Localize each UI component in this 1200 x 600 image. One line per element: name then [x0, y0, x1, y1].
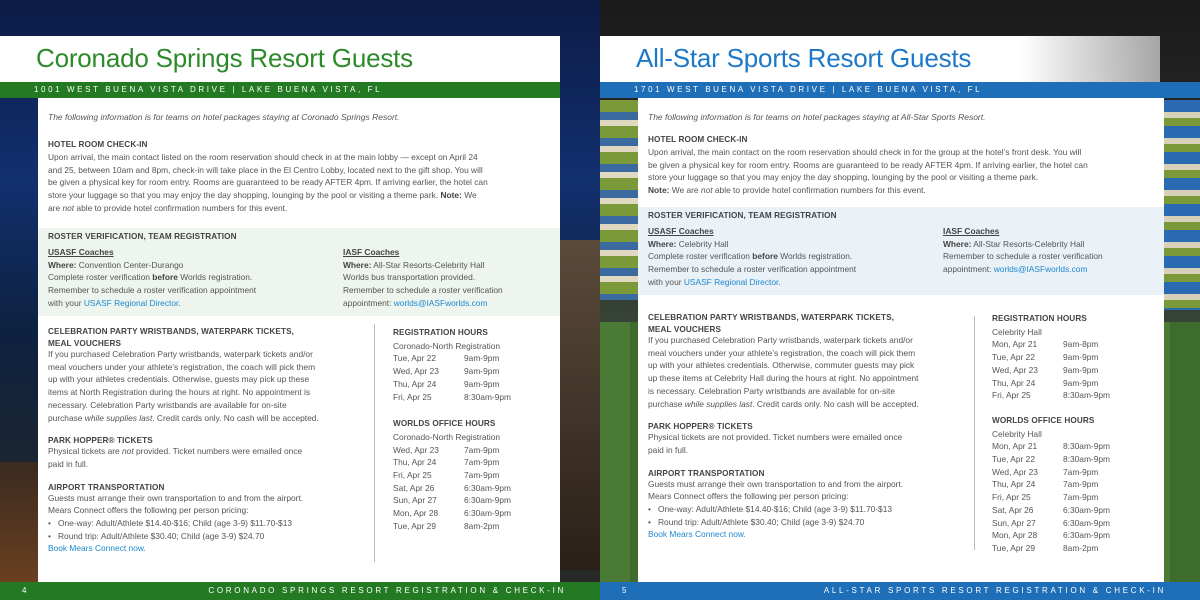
hours-time: 7am-9pm: [1063, 492, 1099, 503]
hours-row: [393, 469, 553, 482]
hours-row: [992, 517, 1157, 530]
checkin-section: [648, 135, 1158, 197]
text-line: is necessary. Celebration Party wristbands are available for on-site: [648, 385, 896, 396]
park-body: [48, 445, 368, 470]
where-label: Where:: [648, 238, 677, 249]
section-heading: AIRPORT TRANSPORTATION: [648, 468, 765, 478]
hours-day: Fri, Apr 25: [992, 390, 1031, 401]
hours-day: Fri, Apr 25: [992, 492, 1031, 503]
section-heading: MEAL VOUCHERS: [48, 339, 122, 348]
hours-row: [393, 444, 553, 457]
text-line: up with your athletes credentials. Otherwise, commuter guests may pick: [648, 360, 915, 371]
text-line: up these items at Celebrity Hall during the hours at right. No appointment: [648, 373, 919, 384]
section-heading: WORLDS OFFICE HOURS: [393, 419, 496, 429]
text-line: Remember to schedule a roster verification appointment: [48, 285, 257, 296]
hours-time: 9am-9pm: [1063, 364, 1099, 375]
where-label: Where:: [943, 238, 972, 249]
section-heading: PARK HOPPER® TICKETS: [48, 436, 153, 446]
page-footer: [600, 582, 1200, 600]
text-line: [648, 250, 938, 263]
text-line: Worlds bus transportation provided.: [343, 272, 476, 283]
registration-hours: [992, 313, 1157, 555]
hours-time: 8:30am-9pm: [1063, 454, 1111, 465]
text-span: Complete roster verification: [648, 251, 753, 262]
hours-time: 9am-9pm: [464, 378, 500, 389]
text-line: store your luggage so that you may enjoy the day shopping, lounging by the pool or visiting a theme park.: [648, 172, 1039, 183]
text-line: Remember to schedule a roster verification: [943, 251, 1103, 262]
hours-day: Tue, Apr 22: [992, 454, 1035, 465]
hours-time: 6:30am-9pm: [464, 482, 512, 493]
text-span: .: [778, 276, 781, 287]
lagoon-photo: [0, 462, 40, 582]
text-span: with your: [48, 297, 84, 308]
text-span: Physical tickets are: [48, 446, 123, 457]
text-span: .: [178, 297, 181, 308]
text-line: Mears Connect offers the following per person pricing:: [48, 505, 249, 516]
text-line: [648, 276, 938, 289]
hours-day: Wed, Apr 23: [992, 364, 1038, 375]
where-value: All-Star Resorts-Celebrity Hall: [371, 259, 485, 270]
text-line: and 25, between 10am and 8pm, check-in will take place in the El Centro Lobby, located next to the gift shop. You will: [48, 164, 483, 175]
roster-section: [48, 232, 553, 308]
hours-row: [393, 378, 553, 391]
hours-row: [992, 529, 1157, 542]
text-line: Physical tickets are not provided. Ticket numbers were emailed once: [648, 432, 903, 443]
iasf-email-link[interactable]: worlds@IASFworlds.com: [393, 297, 488, 308]
hours-row: [992, 377, 1157, 390]
hours-row: [992, 351, 1157, 364]
registration-hours: [393, 327, 553, 533]
hours-day: Mon, Apr 28: [992, 530, 1038, 541]
regional-director-link[interactable]: USASF Regional Director: [683, 276, 779, 287]
text-line: [48, 189, 553, 202]
hours-time: 6:30am-9pm: [1063, 530, 1111, 541]
emphasis: not: [62, 202, 75, 213]
text-line: Remember to schedule a roster verification: [343, 285, 503, 296]
text-line: meal vouchers under your athlete’s registration, the coach will pick them: [48, 361, 316, 372]
hours-row: [992, 504, 1157, 517]
text-line: [48, 445, 368, 458]
iasf-block: [943, 225, 1158, 276]
address-bar: 1001 WEST BUENA VISTA DRIVE | LAKE BUENA VISTA, FL: [0, 82, 560, 98]
text-line: Guests must arrange their own transportation to and from the airport.: [48, 492, 304, 503]
text-line: be given a physical key for room entry. Rooms are guaranteed to be ready AFTER 4pm. If arriving earlier, the hotel can: [48, 177, 488, 188]
hours-row: [992, 440, 1157, 453]
text-line: items at North Registration during the hours at right. No appointment is: [48, 387, 311, 398]
usasf-title: USASF Coaches: [648, 226, 714, 236]
text-span: purchase: [48, 412, 85, 423]
page-footer: [0, 582, 600, 600]
celebration-section: [48, 327, 368, 555]
hours-time: 6:30am-9pm: [1063, 504, 1111, 515]
note-label: Note:: [648, 185, 670, 196]
footer-text: ALL-STAR SPORTS RESORT REGISTRATION & CHECK-IN: [823, 586, 1166, 595]
section-heading: CELEBRATION PARTY WRISTBANDS, WATERPARK TICKETS,: [648, 313, 895, 322]
hours-row: [992, 453, 1157, 466]
text-line: [943, 263, 1158, 276]
text-span: Worlds registration.: [777, 251, 853, 262]
column-divider: [974, 316, 975, 550]
bullet-text: One-way: Adult/Athlete $14.40-$16; Child (age 3-9) $11.70-$13: [58, 518, 293, 529]
section-heading: CELEBRATION PARTY WRISTBANDS, WATERPARK TICKETS,: [48, 327, 295, 336]
page-number: 5: [622, 586, 627, 595]
text-span: store your luggage so that you may enjoy the day shopping, lounging by the pool or visiting a theme park.: [48, 190, 441, 201]
usasf-block: [648, 225, 938, 289]
text-span: able to provide hotel confirmation numbers for this event.: [712, 185, 926, 196]
intro-text: The following information is for teams on hotel packages staying at All-Star Sports Resort.: [648, 112, 986, 122]
footer-text: CORONADO SPRINGS RESORT REGISTRATION & CHECK-IN: [208, 586, 566, 595]
list-item: • One-way: Adult/Athlete $14.40-$16; Child (age 3-9) $11.70-$13: [48, 518, 293, 529]
text-line: up with your athletes credentials. Otherwise, guests may pick up these: [48, 374, 310, 385]
hours-row: [992, 364, 1157, 377]
text-line: Mears Connect offers the following per person pricing:: [648, 491, 849, 502]
hours-location: Celebrity Hall: [992, 428, 1042, 439]
book-mears-link[interactable]: Book Mears Connect now.: [648, 529, 746, 540]
text-span: with your: [648, 276, 684, 287]
text-line: meal vouchers under your athlete’s registration, the coach will pick them: [648, 347, 916, 358]
text-line: [48, 271, 338, 284]
bullet-text: Round trip: Adult/Athlete $30.40; Child (age 3-9) $24.70: [58, 530, 265, 541]
page-number: 4: [22, 586, 27, 595]
where-value: Convention Center-Durango: [76, 259, 184, 270]
hours-day: Thu, Apr 24: [992, 377, 1036, 388]
text-line: Upon arrival, the main contact listed on the room reservation should check in at the main lobby — except on April 24: [48, 152, 478, 162]
text-line: [648, 398, 968, 411]
section-heading: ROSTER VERIFICATION, TEAM REGISTRATION: [648, 211, 837, 220]
emphasis: before: [752, 251, 778, 262]
hours-row: [393, 352, 553, 365]
where-label: Where:: [343, 259, 372, 270]
hours-location: Coronado-North Registration: [393, 431, 501, 442]
hours-time: 6:30am-9pm: [1063, 517, 1111, 528]
hours-time: 6:30am-9pm: [464, 508, 512, 519]
hours-row: [393, 365, 553, 378]
bullet-text: Round trip: Adult/Athlete $30.40; Child (age 3-9) $24.70: [658, 516, 865, 527]
hours-day: Sat, Apr 26: [393, 482, 435, 493]
airport-body: [648, 478, 968, 542]
hours-time: 8:30am-9pm: [1063, 441, 1111, 452]
airport-body: [48, 492, 368, 556]
hours-row: [393, 507, 553, 520]
emphasis: while supplies last: [684, 398, 753, 409]
book-mears-link[interactable]: Book Mears Connect now.: [48, 543, 146, 554]
hours-row: [992, 389, 1157, 402]
text-span: . Credit cards only. No cash will be accepted.: [752, 398, 919, 409]
section-heading: HOTEL ROOM CHECK-IN: [48, 140, 148, 149]
hours-row: [393, 391, 553, 404]
bullet-text: One-way: Adult/Athlete $14.40-$16; Child (age 3-9) $11.70-$13: [658, 504, 893, 515]
section-heading: PARK HOPPER® TICKETS: [648, 422, 753, 432]
list-item: • One-way: Adult/Athlete $14.40-$16; Child (age 3-9) $11.70-$13: [648, 504, 893, 515]
hours-day: Mon, Apr 21: [992, 339, 1038, 350]
where-value: All-Star Resorts-Celebrity Hall: [971, 238, 1085, 249]
hours-day: Wed, Apr 23: [393, 444, 439, 455]
hours-time: 7am-9pm: [464, 470, 500, 481]
address-bar: 1701 WEST BUENA VISTA DRIVE | LAKE BUENA VISTA, FL: [600, 82, 1200, 98]
iasf-title: IASF Coaches: [343, 247, 400, 257]
hours-row: [992, 478, 1157, 491]
iasf-block: [343, 246, 553, 310]
hours-row: [393, 482, 553, 495]
page-title: All-Star Sports Resort Guests: [636, 43, 972, 73]
text-span: able to provide hotel confirmation numbers for this event.: [74, 202, 288, 213]
hours-row: [393, 494, 553, 507]
hours-row: [992, 542, 1157, 555]
usasf-block: [48, 246, 338, 310]
hours-day: Tue, Apr 29: [393, 520, 436, 531]
celebration-body: [648, 334, 968, 410]
hours-time: 8:30am-9pm: [464, 391, 512, 402]
hours-time: 9am-9pm: [464, 366, 500, 377]
text-span: Complete roster verification: [48, 272, 153, 283]
hours-time: 9am-8pm: [1063, 339, 1099, 350]
content-panel: [638, 98, 1164, 582]
text-span: purchase: [648, 398, 685, 409]
hours-row: [393, 520, 553, 533]
checkin-section: [48, 140, 553, 215]
text-line: necessary. Celebration Party wristbands are available for on-site: [48, 399, 287, 410]
where-label: Where:: [48, 259, 77, 270]
hours-day: Thu, Apr 24: [992, 479, 1036, 490]
text-line: Guests must arrange their own transportation to and from the airport.: [648, 478, 904, 489]
content-panel: [38, 98, 560, 582]
hours-time: 9am-9pm: [1063, 352, 1099, 363]
text-line: If you purchased Celebration Party wristbands, waterpark tickets and/or: [48, 349, 313, 359]
hours-time: 7am-9pm: [1063, 479, 1099, 490]
text-span: We: [461, 190, 477, 201]
section-heading: REGISTRATION HOURS: [992, 314, 1087, 323]
right-page: [600, 0, 1200, 600]
hours-day: Thu, Apr 24: [393, 378, 437, 389]
hours-row: [992, 466, 1157, 479]
hours-time: 9am-9pm: [464, 353, 500, 364]
text-line: Remember to schedule a roster verification appointment: [648, 264, 857, 275]
checkin-body: [48, 151, 553, 215]
hours-day: Tue, Apr 29: [992, 542, 1035, 553]
text-line: [48, 297, 338, 310]
hours-day: Fri, Apr 25: [393, 470, 432, 481]
text-line: [648, 238, 938, 251]
hours-day: Sun, Apr 27: [992, 517, 1036, 528]
text-span: . Credit cards only. No cash will be accepted.: [152, 412, 319, 423]
hours-time: 7am-9pm: [1063, 466, 1099, 477]
text-span: provided. Ticket numbers were emailed once: [133, 446, 303, 457]
section-heading: HOTEL ROOM CHECK-IN: [648, 135, 748, 144]
hours-time: 8am-2pm: [464, 520, 500, 531]
section-heading: AIRPORT TRANSPORTATION: [48, 482, 165, 492]
park-body: [648, 431, 968, 456]
text-span: appointment:: [343, 297, 394, 308]
hours-location: Celebrity Hall: [992, 326, 1042, 337]
iasf-email-link[interactable]: worlds@IASFworlds.com: [993, 264, 1088, 275]
column-divider: [374, 324, 375, 562]
text-line: paid in full.: [48, 458, 89, 469]
note-label: Note:: [440, 190, 462, 201]
text-line: paid in full.: [648, 444, 689, 455]
resort-building-photo: [1164, 100, 1200, 310]
list-item: • Round trip: Adult/Athlete $30.40; Child (age 3-9) $24.70: [648, 516, 865, 527]
intro-text: The following information is for teams on hotel packages staying at Coronado Springs Resort.: [48, 112, 400, 122]
hours-time: 8am-2pm: [1063, 542, 1099, 553]
hours-time: 7am-9pm: [464, 457, 500, 468]
resort-tower-photo: [560, 240, 600, 570]
page-title: Coronado Springs Resort Guests: [36, 43, 413, 73]
hours-day: Fri, Apr 25: [393, 391, 432, 402]
text-line: If you purchased Celebration Party wristbands, waterpark tickets and/or: [648, 335, 913, 345]
hours-location: Coronado-North Registration: [393, 340, 501, 351]
iasf-title: IASF Coaches: [943, 226, 1000, 236]
hours-day: Wed, Apr 23: [992, 466, 1038, 477]
text-span: We are: [669, 185, 701, 196]
hours-day: Sat, Apr 26: [992, 504, 1034, 515]
celebration-section: [648, 313, 968, 541]
hours-day: Tue, Apr 22: [992, 352, 1035, 363]
hours-day: Wed, Apr 23: [393, 366, 439, 377]
text-line: [343, 297, 553, 310]
celebration-body: [48, 348, 368, 424]
hours-time: 8:30am-9pm: [1063, 390, 1111, 401]
text-span: are: [48, 202, 63, 213]
hours-day: Tue, Apr 22: [393, 353, 436, 364]
section-heading: MEAL VOUCHERS: [648, 325, 722, 334]
hours-day: Sun, Apr 27: [393, 495, 437, 506]
section-heading: WORLDS OFFICE HOURS: [992, 415, 1095, 425]
emphasis: while supplies last: [84, 412, 153, 423]
hours-time: 6:30am-9pm: [464, 495, 512, 506]
emphasis: not: [700, 185, 713, 196]
checkin-body: [648, 146, 1158, 197]
hours-time: 9am-9pm: [1063, 377, 1099, 388]
where-value: Celebrity Hall: [676, 238, 729, 249]
hours-time: 7am-9pm: [464, 444, 500, 455]
text-line: [48, 259, 338, 272]
usasf-title: USASF Coaches: [48, 247, 114, 257]
text-span: appointment:: [943, 264, 994, 275]
text-line: [943, 238, 1158, 251]
hours-day: Thu, Apr 24: [393, 457, 437, 468]
text-line: Upon arrival, the main contact on the room reservation should check in for the group at the hotel’s front desk. You will: [648, 147, 1082, 157]
roster-section: [648, 211, 1158, 287]
text-line: [648, 184, 1158, 197]
regional-director-link[interactable]: USASF Regional Director: [83, 297, 179, 308]
hours-row: [393, 456, 553, 469]
hours-row: [992, 491, 1157, 504]
section-heading: REGISTRATION HOURS: [393, 328, 488, 337]
resort-building-photo: [600, 100, 640, 300]
text-span: Worlds registration.: [177, 272, 253, 283]
text-line: [48, 412, 368, 425]
emphasis: before: [152, 272, 178, 283]
text-line: [343, 259, 553, 272]
list-item: • Round trip: Adult/Athlete $30.40; Child (age 3-9) $24.70: [48, 530, 265, 541]
text-line: [48, 202, 553, 215]
section-heading: ROSTER VERIFICATION, TEAM REGISTRATION: [48, 232, 237, 241]
emphasis: not: [122, 446, 134, 457]
text-line: be given a physical key for room entry. Rooms are guaranteed to be ready AFTER 4pm. If arriving earlier, the hotel can: [648, 159, 1088, 170]
hours-row: [992, 338, 1157, 351]
hours-day: Mon, Apr 21: [992, 441, 1038, 452]
hours-day: Mon, Apr 28: [393, 508, 439, 519]
